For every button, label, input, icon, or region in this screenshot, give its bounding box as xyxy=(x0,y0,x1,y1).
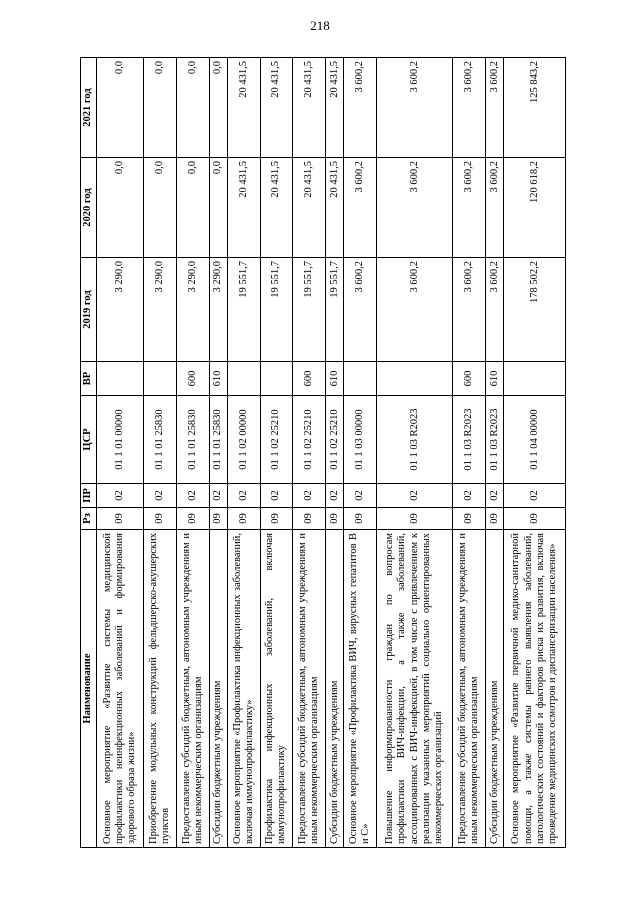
cell-2019: 19 551,7 xyxy=(326,258,344,362)
cell-2021: 0,0 xyxy=(144,58,177,158)
cell-csr: 01 1 01 25830 xyxy=(144,396,177,484)
cell-pr: 02 xyxy=(176,484,209,508)
cell-pr: 02 xyxy=(504,484,566,508)
cell-pr: 02 xyxy=(344,484,377,508)
table-row xyxy=(227,58,260,848)
page-number: 218 xyxy=(310,18,330,33)
cell-2020: 120 618,2 xyxy=(504,158,566,258)
cell-vr: 600 xyxy=(293,362,326,396)
cell-2020: 20 431,5 xyxy=(293,158,326,258)
cell-csr: 01 1 03 R2023 xyxy=(485,396,503,484)
header-2019: 2019 год xyxy=(81,258,97,362)
cell-2020: 3 600,2 xyxy=(453,158,486,258)
cell-2021: 0,0 xyxy=(97,58,144,158)
cell-2019: 3 290,0 xyxy=(176,258,209,362)
cell-name: Основное мероприятие «Профилактика ВИЧ, вирусных гепатитов В и С» xyxy=(344,530,377,848)
cell-2019: 3 600,2 xyxy=(453,258,486,362)
cell-vr xyxy=(97,362,144,396)
header-2020: 2020 год xyxy=(81,158,97,258)
cell-rz: 09 xyxy=(144,508,177,530)
cell-2021: 3 600,2 xyxy=(453,58,486,158)
cell-csr: 01 1 02 25210 xyxy=(326,396,344,484)
header-2021: 2021 год xyxy=(81,58,97,158)
cell-2021: 20 431,5 xyxy=(260,58,293,158)
cell-2021: 0,0 xyxy=(209,58,227,158)
header-pr: ПР xyxy=(81,484,97,508)
table-header-row xyxy=(81,58,97,848)
cell-pr: 02 xyxy=(326,484,344,508)
table-row xyxy=(144,58,177,848)
cell-2019: 3 290,0 xyxy=(144,258,177,362)
header-rz: Рз xyxy=(81,508,97,530)
cell-csr: 01 1 01 00000 xyxy=(97,396,144,484)
cell-2019: 3 290,0 xyxy=(97,258,144,362)
header-csr: ЦСР xyxy=(81,396,97,484)
cell-2020: 20 431,5 xyxy=(227,158,260,258)
cell-vr xyxy=(504,362,566,396)
cell-csr: 01 1 03 R2023 xyxy=(376,396,452,484)
cell-pr: 02 xyxy=(227,484,260,508)
table-row xyxy=(326,58,344,848)
cell-rz: 09 xyxy=(485,508,503,530)
header-vr: ВР xyxy=(81,362,97,396)
cell-2020: 3 600,2 xyxy=(485,158,503,258)
cell-rz: 09 xyxy=(376,508,452,530)
cell-2021: 0,0 xyxy=(176,58,209,158)
table-row xyxy=(209,58,227,848)
cell-rz: 09 xyxy=(453,508,486,530)
cell-rz: 09 xyxy=(260,508,293,530)
cell-name: Основное мероприятие «Профилактика инфекционных заболеваний, включая иммунопрофилактику» xyxy=(227,530,260,848)
cell-2021: 20 431,5 xyxy=(326,58,344,158)
cell-2020: 0,0 xyxy=(209,158,227,258)
header-name: Наименование xyxy=(81,530,97,848)
cell-rz: 09 xyxy=(209,508,227,530)
cell-rz: 09 xyxy=(97,508,144,530)
cell-pr: 02 xyxy=(260,484,293,508)
cell-2021: 20 431,5 xyxy=(227,58,260,158)
cell-2019: 3 600,2 xyxy=(485,258,503,362)
cell-2021: 3 600,2 xyxy=(344,58,377,158)
cell-2020: 20 431,5 xyxy=(326,158,344,258)
budget-table-rotated xyxy=(80,58,566,848)
cell-rz: 09 xyxy=(176,508,209,530)
cell-2019: 3 600,2 xyxy=(376,258,452,362)
cell-pr: 02 xyxy=(485,484,503,508)
table-row xyxy=(485,58,503,848)
cell-vr xyxy=(227,362,260,396)
cell-rz: 09 xyxy=(293,508,326,530)
cell-rz: 09 xyxy=(227,508,260,530)
cell-2020: 20 431,5 xyxy=(260,158,293,258)
cell-vr xyxy=(344,362,377,396)
cell-2021: 3 600,2 xyxy=(485,58,503,158)
table-row xyxy=(293,58,326,848)
cell-name: Повышение информированности граждан по вопросам профилактики ВИЧ-инфекции, а также заболеваний, ассоциированных с ВИЧ-инфекцией, в том числе с привлечением к реализации указанных мероприятий социально ориентированных некоммерческих организаций xyxy=(376,530,452,848)
table-row xyxy=(176,58,209,848)
cell-csr: 01 1 04 00000 xyxy=(504,396,566,484)
cell-pr: 02 xyxy=(293,484,326,508)
cell-2021: 125 843,2 xyxy=(504,58,566,158)
cell-2019: 178 502,2 xyxy=(504,258,566,362)
table-row xyxy=(504,58,566,848)
cell-name: Субсидии бюджетным учреждениям xyxy=(326,530,344,848)
cell-csr: 01 1 03 00000 xyxy=(344,396,377,484)
cell-rz: 09 xyxy=(326,508,344,530)
cell-vr: 600 xyxy=(176,362,209,396)
cell-pr: 02 xyxy=(209,484,227,508)
cell-name: Профилактика инфекционных заболеваний, включая иммунопрофилактику xyxy=(260,530,293,848)
budget-table xyxy=(80,57,566,848)
cell-name: Предоставление субсидий бюджетным, автономным учреждениям и иным некоммерческим организациям xyxy=(293,530,326,848)
cell-pr: 02 xyxy=(97,484,144,508)
cell-vr xyxy=(376,362,452,396)
cell-csr: 01 1 02 25210 xyxy=(293,396,326,484)
cell-2019: 19 551,7 xyxy=(293,258,326,362)
cell-csr: 01 1 02 25210 xyxy=(260,396,293,484)
cell-name: Предоставление субсидий бюджетным, автономным учреждениям и иным некоммерческим организациям xyxy=(176,530,209,848)
table-row xyxy=(97,58,144,848)
cell-vr: 600 xyxy=(453,362,486,396)
table-body xyxy=(97,58,566,848)
cell-rz: 09 xyxy=(344,508,377,530)
cell-vr: 610 xyxy=(209,362,227,396)
cell-pr: 02 xyxy=(453,484,486,508)
cell-name: Субсидии бюджетным учреждениям xyxy=(485,530,503,848)
cell-name: Основное мероприятие «Развитие первичной медико-санитарной помощи, а также системы раннего выявления заболеваний, патологических состояний и факторов риска их развития, включая проведение медицинских осмотров и диспансеризации населения» xyxy=(504,530,566,848)
cell-csr: 01 1 01 25830 xyxy=(176,396,209,484)
cell-vr xyxy=(144,362,177,396)
cell-vr xyxy=(260,362,293,396)
table-row xyxy=(453,58,486,848)
cell-rz: 09 xyxy=(504,508,566,530)
cell-2020: 3 600,2 xyxy=(376,158,452,258)
table-row xyxy=(344,58,377,848)
cell-2020: 0,0 xyxy=(97,158,144,258)
cell-pr: 02 xyxy=(144,484,177,508)
cell-name: Основное мероприятие «Развитие системы медицинской профилактики неинфекционных заболеваний и формирования здорового образа жизни» xyxy=(97,530,144,848)
cell-name: Приобретение модульных конструкций фельдшерско-акушерских пунктов xyxy=(144,530,177,848)
cell-vr: 610 xyxy=(326,362,344,396)
cell-name: Субсидии бюджетным учреждениям xyxy=(209,530,227,848)
cell-name: Предоставление субсидий бюджетным, автономным учреждениям и иным некоммерческим организациям xyxy=(453,530,486,848)
table-row xyxy=(260,58,293,848)
cell-2020: 0,0 xyxy=(144,158,177,258)
cell-csr: 01 1 02 00000 xyxy=(227,396,260,484)
cell-2021: 3 600,2 xyxy=(376,58,452,158)
table-row xyxy=(376,58,452,848)
cell-2019: 19 551,7 xyxy=(227,258,260,362)
cell-pr: 02 xyxy=(376,484,452,508)
cell-csr: 01 1 01 25830 xyxy=(209,396,227,484)
cell-2019: 3 600,2 xyxy=(344,258,377,362)
cell-vr: 610 xyxy=(485,362,503,396)
cell-2019: 19 551,7 xyxy=(260,258,293,362)
cell-2020: 3 600,2 xyxy=(344,158,377,258)
cell-2020: 0,0 xyxy=(176,158,209,258)
cell-csr: 01 1 03 R2023 xyxy=(453,396,486,484)
cell-2019: 3 290,0 xyxy=(209,258,227,362)
cell-2021: 20 431,5 xyxy=(293,58,326,158)
